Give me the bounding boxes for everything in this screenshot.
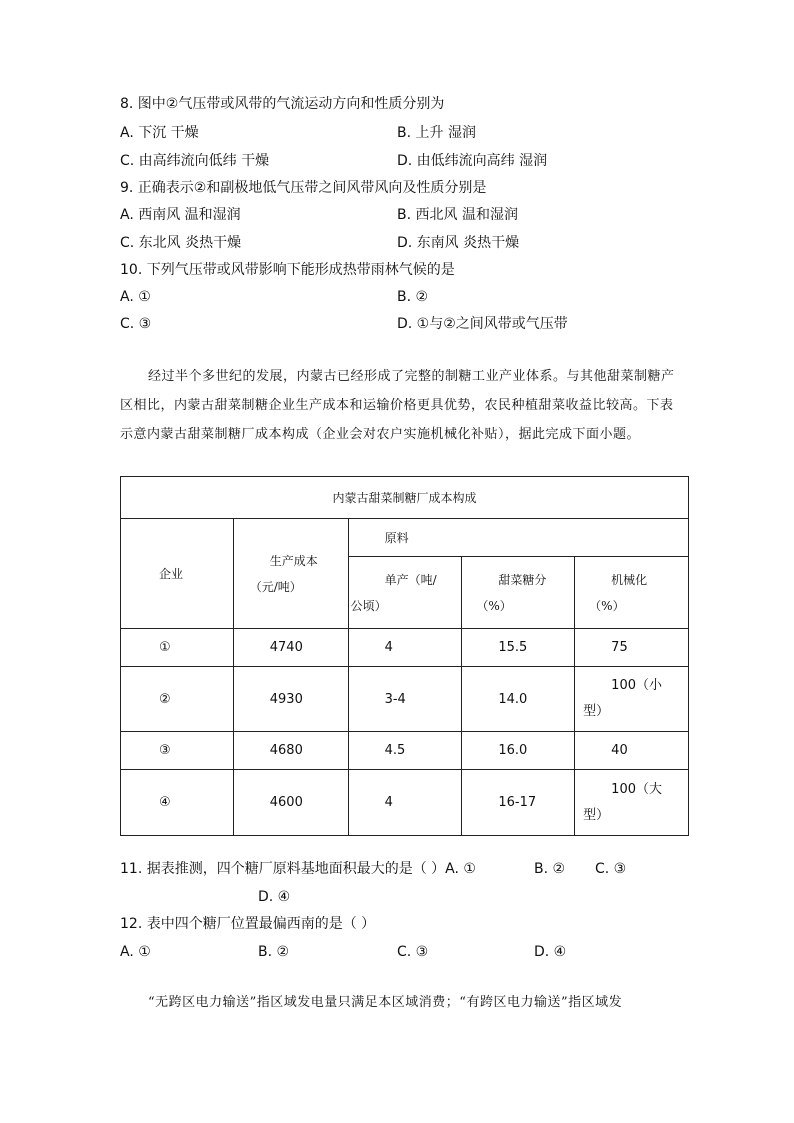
row-1-sugar: 15.5: [462, 629, 575, 667]
header-sugar-unit: （%）: [476, 598, 512, 613]
q9-option-a[interactable]: A. 西南风 温和湿润: [120, 207, 241, 223]
row-4-yield: 4: [348, 770, 462, 836]
header-enterprise: 企业: [121, 519, 234, 629]
q8-option-a[interactable]: A. 下沉 干燥: [120, 125, 199, 141]
q10-option-d[interactable]: D. ①与②之间风带或气压带: [397, 316, 568, 332]
header-yield-unit: 公顷）: [350, 598, 387, 613]
header-yield-label: 单产（吨/: [384, 572, 437, 587]
header-cost: [233, 519, 348, 629]
header-mech-unit: （%）: [589, 598, 625, 613]
q9-option-c[interactable]: C. 东北风 炎热干燥: [120, 235, 242, 251]
row-3-mech: 40: [575, 732, 689, 770]
q8-stem: 8. 图中②气压带或风带的气流运动方向和性质分别为: [120, 96, 445, 112]
q10-option-c[interactable]: C. ③: [120, 316, 152, 332]
row-4-id: ④: [121, 770, 234, 836]
row-1-mech: 75: [575, 629, 689, 667]
q11-option-c[interactable]: C. ③: [595, 861, 627, 877]
q8-option-b[interactable]: B. 上升 湿润: [397, 125, 476, 141]
q12-option-b[interactable]: B. ②: [258, 944, 290, 960]
header-cost-unit: （元/吨）: [249, 579, 302, 594]
row-2-cost: 4930: [233, 667, 348, 732]
header-mech: [575, 557, 689, 629]
passage: [120, 362, 680, 449]
row-4-cost: 4600: [233, 770, 348, 836]
row-1-yield: 4: [348, 629, 462, 667]
table-row: [121, 732, 689, 770]
header-mech-label: 机械化: [611, 572, 648, 587]
q12-option-d[interactable]: D. ④: [534, 944, 567, 960]
footer-passage-text: “无跨区电力输送”指区域发电量只满足本区域消费；“有跨区电力输送”指区域发: [148, 995, 623, 1010]
header-raw: 原料: [348, 519, 688, 557]
q9-option-d[interactable]: D. 东南风 炎热干燥: [397, 235, 520, 251]
q12-option-c[interactable]: C. ③: [397, 944, 429, 960]
header-sugar-label: 甜菜糖分: [498, 572, 547, 587]
row-3-id: ③: [121, 732, 234, 770]
row-4-mech: [575, 770, 689, 836]
row-2-id: ②: [121, 667, 234, 732]
header-sugar: [462, 557, 575, 629]
q10-option-a[interactable]: A. ①: [120, 289, 151, 305]
row-3-cost: 4680: [233, 732, 348, 770]
q11-option-b[interactable]: B. ②: [534, 861, 566, 877]
q12-stem: 12. 表中四个糖厂位置最偏西南的是（ ）: [120, 916, 376, 932]
row-1-id: ①: [121, 629, 234, 667]
row-2-yield: 3-4: [348, 667, 462, 732]
row-2-mech-line1: 100（小: [611, 678, 662, 693]
row-1-cost: 4740: [233, 629, 348, 667]
row-3-sugar: 16.0: [462, 732, 575, 770]
q9-stem: 9. 正确表示②和副极地低气压带之间风带风向及性质分别是: [120, 180, 487, 196]
row-4-mech-line1: 100（大: [611, 781, 662, 797]
q8-option-c[interactable]: C. 由高纬流向低纬 干燥: [120, 153, 270, 169]
q10-option-b[interactable]: B. ②: [397, 289, 429, 305]
footer-passage: [120, 988, 700, 1017]
header-cost-label: 生产成本: [269, 553, 318, 568]
table-title: 内蒙古甜菜制糖厂成本构成: [121, 477, 689, 519]
table-row: [121, 629, 689, 667]
table-row: [121, 770, 689, 836]
passage-text: 经过半个多世纪的发展，内蒙古已经形成了完整的制糖工业产业体系。与其他甜菜制糖产区相比，内蒙古甜菜制糖企业生产成本和运输价格更具优势，农民种植甜菜收益比较高。下表示意内蒙古甜菜制糖厂成本构成（企业会对农户实施机械化补贴），据此完成下面小题。: [120, 369, 675, 442]
q10-stem: 10. 下列气压带或风带影响下能形成热带雨林气候的是: [120, 262, 455, 278]
row-3-yield: 4.5: [348, 732, 462, 770]
row-4-mech-line2: 型）: [583, 807, 610, 823]
q11-option-d[interactable]: D. ④: [258, 889, 291, 905]
header-yield: [348, 557, 462, 629]
row-4-sugar: 16-17: [462, 770, 575, 836]
q12-option-a[interactable]: A. ①: [120, 944, 151, 960]
row-2-mech-line2: 型）: [583, 704, 610, 719]
row-2-sugar: 14.0: [462, 667, 575, 732]
q11-stem: 11. 据表推测，四个糖厂原料基地面积最大的是（ ）A. ①: [120, 861, 476, 877]
q8-option-d[interactable]: D. 由低纬流向高纬 湿润: [397, 153, 548, 169]
cost-table: [120, 476, 689, 836]
row-2-mech: [575, 667, 689, 732]
table-row: [121, 667, 689, 732]
q9-option-b[interactable]: B. 西北风 温和湿润: [397, 207, 518, 223]
